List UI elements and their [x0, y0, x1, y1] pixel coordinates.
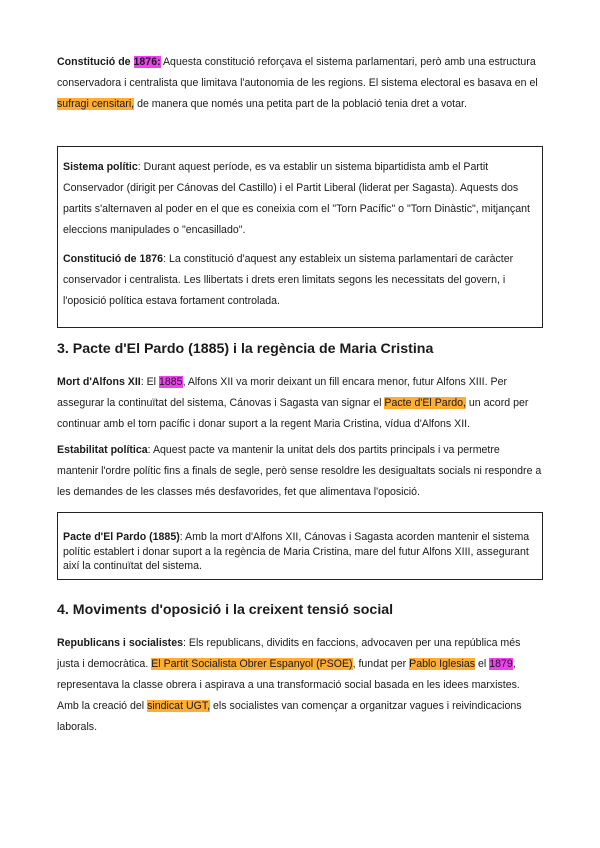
paragraph-estabilitat [57, 440, 543, 503]
paragraph-text: els socialistes van començar a organitzar vagues i reivindicacions laborals. [57, 700, 522, 733]
box-text: : Durant aquest període, es va establir un sistema bipartidista amb el Partit Conservador (dirigit per Cánovas del Castillo) i el Partit Liberal (liderat per Sagasta). Aquests dos partits s'alternaven al poder en el que es coneixia com el "Torn Pacífic" o "Torn Dinàstic", mitjançant eleccions manipulades o "encasillado". [63, 161, 530, 236]
paragraph-mort-alfons [57, 372, 543, 435]
highlight-year: 1876: [133, 56, 161, 68]
highlight-term: sindicat UGT, [147, 700, 211, 712]
box-text: : La constitució d'aquest any estableix un sistema parlamentari de caràcter conservador i centralista. Les llibertats i drets eren limitats segons les necessitats del govern, i l'oposició política estava fortament controlada. [63, 253, 514, 307]
paragraph-label: Republicans i socialistes [57, 637, 183, 649]
paragraph-label: Estabilitat política [57, 444, 148, 456]
paragraph-text: , Alfons XII va morir deixant un fill encara menor, futur Alfons XIII. Per assegurar la continuïtat del sistema, Cánovas i Sagasta van signar el [57, 376, 508, 409]
paragraph-label: Mort d'Alfons XII [57, 376, 141, 388]
paragraph-text: el [475, 658, 490, 670]
paragraph-text: de manera que només una petita part de la població tenia dret a votar. [134, 98, 467, 110]
paragraph-text: : El [140, 376, 159, 388]
paragraph-text: Aquesta constitució reforçava el sistema parlamentari, però amb una estructura conservadora i centralista que limitava l'autonomia de les regions. El sistema electoral es basava en el [57, 56, 538, 89]
summary-box-2 [57, 512, 543, 580]
paragraph-label: Constitució de [57, 56, 134, 68]
box-label: Constitució de 1876 [63, 253, 164, 265]
section-heading-3: 3. Pacte d'El Pardo (1885) i la regència de Maria Cristina [57, 341, 434, 357]
highlight-term: El Partit Socialista Obrer Espanyol (PSOE) [151, 658, 353, 670]
paragraph-text: un acord per continuar amb el torn pacífic i donar suport a la regent Maria Cristina, vídua d'Alfons XII. [57, 397, 529, 430]
paragraph-text: : Els republicans, dividits en faccions, advocaven per una república més justa i democràtica. [57, 637, 521, 670]
section-heading-4: 4. Moviments d'oposició i la creixent tensió social [57, 602, 394, 618]
paragraph-text: : Aquest pacte va mantenir la unitat dels dos partits principals i va permetre mantenir l'ordre polític fins a finals de segle, però sense resoldre les desigualtats socials ni respondre a les demandes de les classes més desfavorides, fet que alimentava l'oposició. [57, 444, 542, 498]
highlight-term: Pablo Iglesias [409, 658, 476, 670]
highlight-term: sufragi censitari, [57, 98, 135, 110]
summary-box-1 [57, 146, 543, 328]
highlight-term: Pacte d'El Pardo, [384, 397, 466, 409]
paragraph-text: , representava la classe obrera i aspirava a una transformació social basada en les idees marxistes. Amb la creació del [57, 658, 520, 712]
paragraph-republicans [57, 633, 543, 738]
highlight-year: 1879 [489, 658, 513, 670]
paragraph-text: , fundat per [352, 658, 410, 670]
paragraph-constitucio [57, 52, 543, 115]
highlight-year: 1885 [158, 376, 183, 388]
box-label: Sistema polític [63, 161, 138, 173]
box-text: : Amb la mort d'Alfons XII, Cánovas i Sagasta acorden mantenir el sistema polític establert i donar suport a la regència de Maria Cristina, mare del futur Alfons XIII, assegurant així la continuïtat del sistema. [63, 531, 530, 572]
box-label: Pacte d'El Pardo (1885) [63, 531, 180, 543]
